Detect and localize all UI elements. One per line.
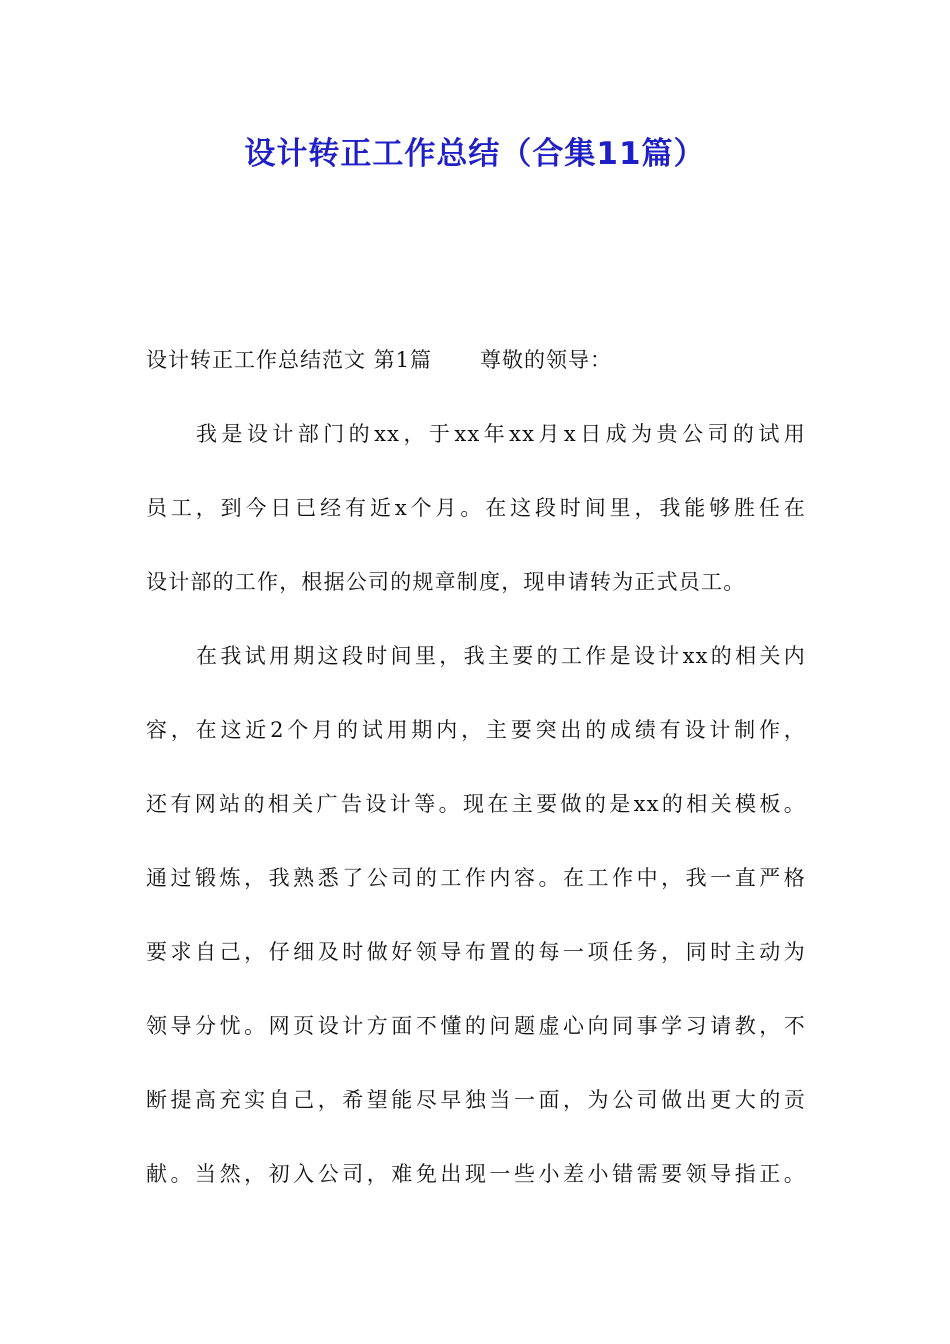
paragraph-line: 要求自己，仔细及时做好领导布置的每一项任务，同时主动为 bbox=[146, 940, 806, 964]
paragraph-line: 我是设计部门的xx，于xx年xx月x日成为贵公司的试用 bbox=[196, 422, 806, 446]
paragraph-line: 员工，到今日已经有近x个月。在这段时间里，我能够胜任在 bbox=[146, 496, 806, 520]
paragraph-line: 还有网站的相关广告设计等。现在主要做的是xx的相关模板。 bbox=[146, 792, 806, 816]
document-body bbox=[146, 342, 806, 1230]
paragraph-line: 领导分忧。网页设计方面不懂的问题虚心向同事学习请教，不 bbox=[146, 1014, 806, 1038]
salutation: 尊敬的领导： bbox=[480, 348, 613, 372]
paragraph-line: 设计部的工作，根据公司的规章制度，现申请转为正式员工。 bbox=[146, 570, 746, 594]
paragraph-line: 通过锻炼，我熟悉了公司的工作内容。在工作中，我一直严格 bbox=[146, 866, 806, 890]
document-title: 设计转正工作总结（合集11篇） bbox=[244, 136, 706, 172]
section-heading-line bbox=[146, 342, 806, 416]
section-heading: 设计转正工作总结范文 第1篇 bbox=[146, 348, 433, 372]
paragraph-line: 在我试用期这段时间里，我主要的工作是设计xx的相关内 bbox=[196, 644, 806, 668]
paragraph-line: 容，在这近2个月的试用期内，主要突出的成绩有设计制作， bbox=[146, 718, 806, 742]
paragraph-line: 断提高充实自己，希望能尽早独当一面，为公司做出更大的贡 bbox=[146, 1088, 806, 1112]
paragraph-line: 献。当然，初入公司，难免出现一些小差小错需要领导指正。 bbox=[146, 1162, 806, 1186]
